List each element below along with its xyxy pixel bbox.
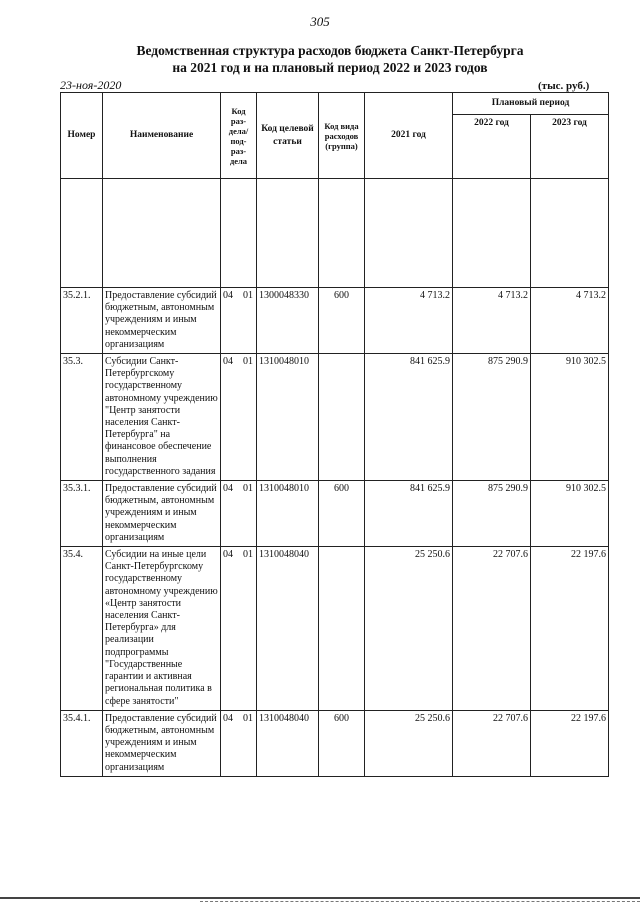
header-planned: Плановый период: [453, 93, 609, 115]
header-spacer: [61, 179, 609, 288]
row-number: 35.3.1.: [61, 481, 103, 547]
row-2021: 25 250.6: [365, 547, 453, 711]
header-target: Код целевой статьи: [257, 93, 319, 179]
header-name: Наименование: [103, 93, 221, 179]
table-row: [61, 288, 609, 354]
title-line-1: Ведомственная структура расходов бюджета Санкт-Петербурга: [136, 43, 524, 58]
row-expense-type: 600: [319, 710, 365, 776]
row-section: 04 01: [221, 547, 257, 711]
row-name: Субсидии Санкт-Петербургскому государственному автономному учреждению "Центр занятости населения Санкт-Петербурга" на финансовое обеспечение выполнения государственного задания: [103, 354, 221, 481]
row-number: 35.4.: [61, 547, 103, 711]
row-target: 1310048010: [257, 354, 319, 481]
row-2022: 875 290.9: [453, 354, 531, 481]
row-2023: 910 302.5: [531, 354, 609, 481]
table-row: [61, 547, 609, 711]
row-target: 1310048040: [257, 710, 319, 776]
row-target: 1310048010: [257, 481, 319, 547]
row-name: Субсидии на иные цели Санкт-Петербургскому государственному автономному учреждению «Центр занятости населения Санкт-Петербурга» для реализации подпрограммы "Государственные гарантии и активная региональная политика в сфере занятости": [103, 547, 221, 711]
title-line-2: на 2021 год и на плановый период 2022 и 2023 годов: [172, 60, 488, 75]
row-number: 35.4.1.: [61, 710, 103, 776]
bottom-rule: [0, 897, 640, 899]
table-row: [61, 481, 609, 547]
row-2023: 910 302.5: [531, 481, 609, 547]
row-name: Предоставление субсидий бюджетным, автономным учреждениям и иным некоммерческим организациям: [103, 710, 221, 776]
row-expense-type: [319, 354, 365, 481]
budget-table: [60, 92, 609, 777]
row-2023: 4 713.2: [531, 288, 609, 354]
row-target: 1300048330: [257, 288, 319, 354]
row-section: 04 01: [221, 288, 257, 354]
page-number: 305: [310, 14, 330, 29]
row-section: 04 01: [221, 710, 257, 776]
row-target: 1310048040: [257, 547, 319, 711]
document-date: 23-ноя-2020: [60, 78, 122, 92]
bottom-rule-dashed: [200, 901, 640, 902]
row-2023: 22 197.6: [531, 547, 609, 711]
row-2022: 22 707.6: [453, 710, 531, 776]
header-number: Номер: [61, 93, 103, 179]
table-row: [61, 354, 609, 481]
header-section: Код раз- дела/ под- раз- дела: [221, 93, 257, 179]
row-section: 04 01: [221, 354, 257, 481]
row-2021: 4 713.2: [365, 288, 453, 354]
row-2021: 841 625.9: [365, 481, 453, 547]
table-row: [61, 710, 609, 776]
row-number: 35.3.: [61, 354, 103, 481]
row-section: 04 01: [221, 481, 257, 547]
header-2023: 2023 год: [531, 115, 609, 179]
document-title: [60, 42, 600, 76]
header-2022: 2022 год: [453, 115, 531, 179]
row-2022: 875 290.9: [453, 481, 531, 547]
row-2021: 841 625.9: [365, 354, 453, 481]
header-2021: 2021 год: [365, 93, 453, 179]
row-number: 35.2.1.: [61, 288, 103, 354]
row-expense-type: 600: [319, 481, 365, 547]
header-expense-type: Код вида расходов (группа): [319, 93, 365, 179]
row-2022: 4 713.2: [453, 288, 531, 354]
row-2023: 22 197.6: [531, 710, 609, 776]
row-expense-type: 600: [319, 288, 365, 354]
row-name: Предоставление субсидий бюджетным, автономным учреждениям и иным некоммерческим организациям: [103, 288, 221, 354]
row-2022: 22 707.6: [453, 547, 531, 711]
row-2021: 25 250.6: [365, 710, 453, 776]
row-expense-type: [319, 547, 365, 711]
units-label: (тыс. руб.): [538, 80, 590, 92]
row-name: Предоставление субсидий бюджетным, автономным учреждениям и иным некоммерческим организациям: [103, 481, 221, 547]
